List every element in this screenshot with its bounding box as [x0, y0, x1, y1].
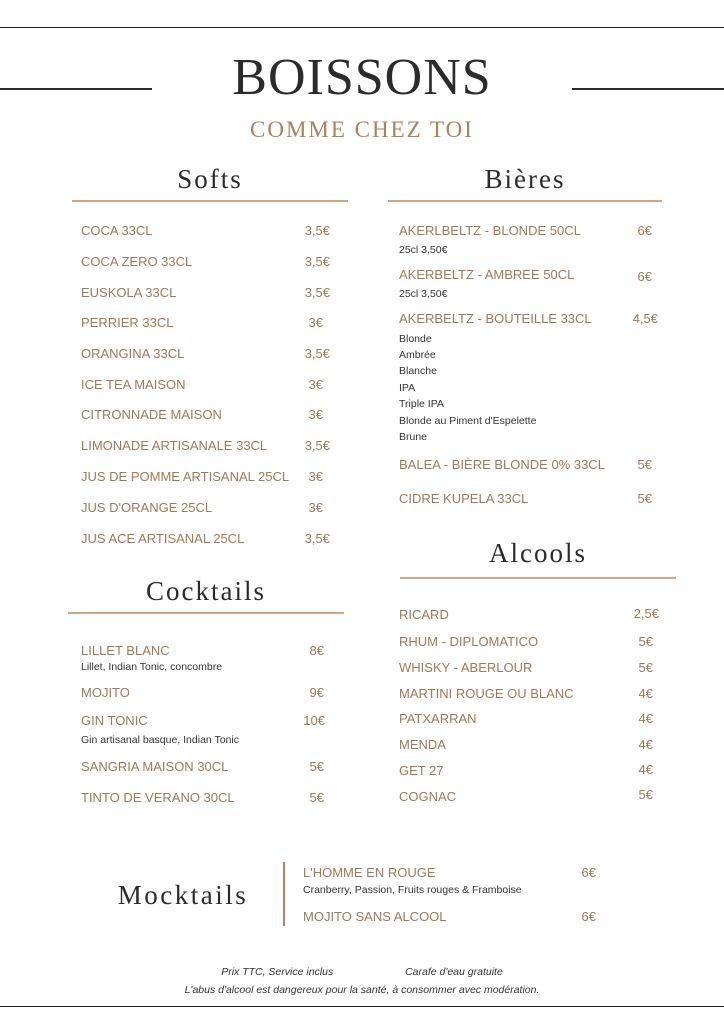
page-subtitle: COMME CHEZ TOI	[250, 117, 474, 142]
alcools-item-name: GET 27	[399, 763, 444, 778]
bieres-item-note: 25cl 3,50€	[399, 288, 448, 300]
alcools-item-price: 5€	[638, 787, 653, 802]
bieres-variant: Blanche	[399, 365, 437, 377]
bieres-variant: Brune	[399, 431, 428, 443]
cocktails-item-name: GIN TONIC	[81, 713, 148, 728]
alcools-item-name: WHISKY - ABERLOUR	[399, 660, 533, 675]
cocktails-item-price: 5€	[309, 759, 324, 774]
bieres-item-name: AKERBELTZ - AMBREE 50CL	[399, 267, 575, 282]
softs-item-name: COCA ZERO 33CL	[81, 254, 193, 269]
softs-item-price: 3,5€	[304, 531, 330, 546]
bieres-item-price: 6€	[637, 223, 652, 238]
softs-item-name: PERRIER 33CL	[81, 315, 174, 330]
softs-item-name: JUS D'ORANGE 25CL	[81, 500, 213, 515]
bieres-variant: IPA	[399, 382, 416, 394]
bieres-item-name: BALEA - BIÈRE BLONDE 0% 33CL	[399, 457, 605, 472]
bieres-variant: Ambrée	[399, 349, 436, 361]
softs-item-price: 3,5€	[304, 438, 330, 453]
top-border	[0, 27, 724, 28]
cocktails-item-name: LILLET BLANC	[81, 643, 170, 658]
alcools-item-price: 5€	[638, 660, 653, 675]
softs-item-name: JUS DE POMME ARTISANAL 25CL	[81, 469, 290, 484]
softs-item-price: 3,5€	[304, 254, 330, 269]
bieres-title: Bières	[484, 164, 566, 194]
bieres-item-name: AKERBELTZ - BOUTEILLE 33CL	[399, 311, 592, 326]
softs-item-price: 3€	[308, 500, 323, 515]
softs-item-name: ORANGINA 33CL	[81, 346, 185, 361]
mocktails-item-name: L'HOMME EN ROUGE	[303, 865, 436, 880]
softs-item-price: 3€	[308, 469, 323, 484]
footer-notes	[0, 965, 724, 979]
bieres-variant: Blonde	[399, 333, 432, 345]
softs-item-price: 3,5€	[304, 223, 330, 238]
softs-item-name: LIMONADE ARTISANALE 33CL	[81, 438, 268, 453]
cocktails-item-name: TINTO DE VERANO 30CL	[81, 790, 235, 805]
softs-item-price: 3,5€	[304, 346, 330, 361]
softs-item-name: ICE TEA MAISON	[81, 377, 186, 392]
softs-item-name: JUS ACE ARTISANAL 25CL	[81, 531, 245, 546]
bieres-item-price: 4,5€	[632, 311, 658, 326]
softs-item-price: 3€	[308, 377, 323, 392]
cocktails-item-name: SANGRIA MAISON 30CL	[81, 759, 229, 774]
mocktails-item-price: 6€	[581, 865, 596, 880]
bieres-item-price: 6€	[637, 269, 652, 284]
cocktails-item-price: 5€	[309, 790, 324, 805]
alcools-rule	[400, 577, 676, 579]
alcools-item-name: MENDA	[399, 737, 446, 752]
bieres-item-name: CIDRE KUPELA 33CL	[399, 491, 529, 506]
mocktails-title: Mocktails	[117, 880, 249, 910]
bieres-variant: Triple IPA	[399, 398, 444, 410]
bieres-item-note: 25cl 3,50€	[399, 244, 448, 256]
alcools-title: Alcools	[489, 538, 587, 568]
footer-warning: L'abus d'alcool est dangereux pour la santé, à consommer avec modération.	[184, 984, 540, 996]
footer-water-note: Carafe d'eau gratuite	[405, 966, 503, 978]
mocktails-divider	[283, 862, 285, 926]
alcools-item-name: RHUM - DIPLOMATICO	[399, 634, 539, 649]
bieres-rule	[388, 200, 662, 202]
alcools-item-price: 4€	[638, 737, 653, 752]
cocktails-item-note: Lillet, Indian Tonic, concombre	[81, 661, 223, 673]
cocktails-item-price: 10€	[303, 713, 325, 728]
footer-prices-note: Prix TTC, Service inclus	[221, 966, 334, 978]
bieres-item-price: 5€	[637, 457, 652, 472]
cocktails-item-note: Gin artisanal basque, Indian Tonic	[81, 734, 239, 746]
softs-title: Softs	[177, 164, 243, 194]
cocktails-rule	[68, 612, 344, 614]
softs-item-name: EUSKOLA 33CL	[81, 285, 177, 300]
softs-item-price: 3€	[308, 315, 323, 330]
softs-item-name: CITRONNADE MAISON	[81, 407, 222, 422]
bieres-variant: Blonde au Piment d'Espelette	[399, 415, 537, 427]
bieres-item-price: 5€	[637, 491, 652, 506]
alcools-item-price: 4€	[638, 686, 653, 701]
cocktails-title: Cocktails	[146, 576, 266, 606]
alcools-item-name: COGNAC	[399, 789, 457, 804]
bottom-border	[0, 1006, 724, 1007]
cocktails-item-price: 8€	[309, 643, 324, 658]
mocktails-item-note: Cranberry, Passion, Fruits rouges & Framboise	[303, 884, 522, 896]
softs-item-price: 3,5€	[304, 285, 330, 300]
alcools-item-name: PATXARRAN	[399, 711, 477, 726]
page-title: BOISSONS	[232, 49, 492, 106]
mocktails-item-price: 6€	[581, 909, 596, 924]
softs-item-price: 3€	[308, 407, 323, 422]
softs-rule	[72, 200, 348, 202]
alcools-item-price: 4€	[638, 762, 653, 777]
alcools-item-name: RICARD	[399, 607, 449, 622]
bieres-item-name: AKERLBELTZ - BLONDE 50CL	[399, 223, 581, 238]
alcools-item-price: 4€	[638, 711, 653, 726]
alcools-item-price: 5€	[638, 634, 653, 649]
alcools-item-name: MARTINI ROUGE OU BLANC	[399, 686, 574, 701]
mocktails-item-name: MOJITO SANS ALCOOL	[303, 909, 447, 924]
cocktails-item-name: MOJITO	[81, 685, 130, 700]
cocktails-item-price: 9€	[309, 685, 324, 700]
softs-item-name: COCA 33CL	[81, 223, 153, 238]
alcools-item-price: 2,5€	[633, 606, 659, 621]
